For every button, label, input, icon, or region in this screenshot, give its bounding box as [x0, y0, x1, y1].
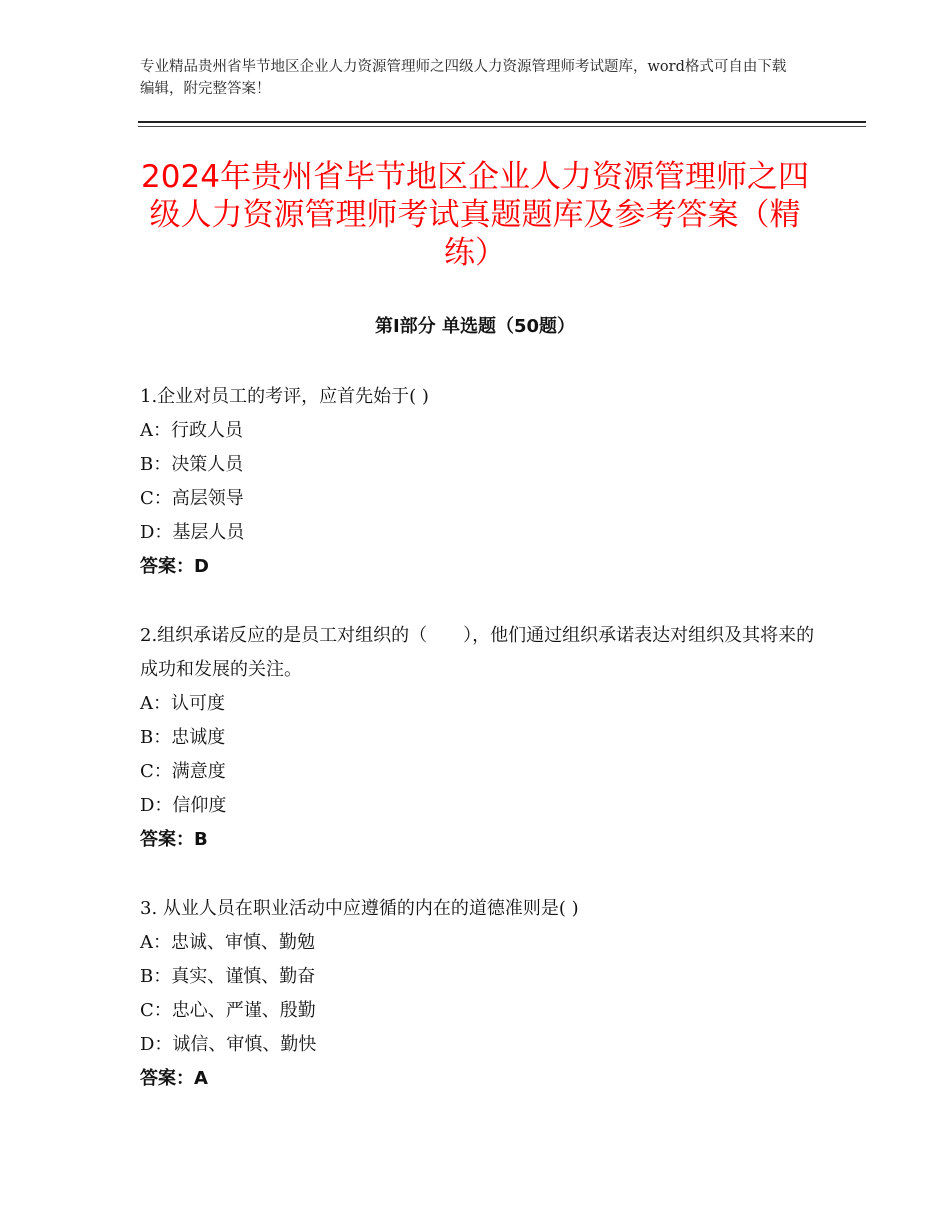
question-stem: 1.企业对员工的考评，应首先始于( )	[140, 386, 429, 407]
option-d: D：基层人员	[140, 522, 245, 543]
option-b: B：真实、谨慎、勤奋	[140, 966, 316, 987]
question-1	[140, 380, 820, 584]
question-3	[140, 892, 820, 1096]
option-a: A：忠诚、审慎、勤勉	[140, 932, 315, 953]
option-c: C：高层领导	[140, 488, 244, 509]
option-d: D：诚信、审慎、勤快	[140, 1034, 317, 1055]
document-title: 2024年贵州省毕节地区企业人力资源管理师之四级人力资源管理师考试真题题库及参考答案（精练）	[141, 159, 809, 271]
option-a: A：行政人员	[140, 420, 243, 441]
answer-line: 答案：A	[140, 1068, 208, 1089]
answer-line: 答案：D	[140, 556, 209, 577]
question-2	[140, 619, 820, 857]
header-note: 专业精品贵州省毕节地区企业人力资源管理师之四级人力资源管理师考试题库，word格式可自由下载编辑，附完整答案！	[140, 59, 787, 97]
option-c: C：满意度	[140, 761, 226, 782]
question-stem: 3. 从业人员在职业活动中应遵循的内在的道德准则是( )	[140, 898, 579, 919]
option-b: B：决策人员	[140, 454, 244, 475]
question-stem: 2.组织承诺反应的是员工对组织的（ ），他们通过组织承诺表达对组织及其将来的成功和发展的关注。	[140, 625, 815, 680]
option-d: D：信仰度	[140, 795, 227, 816]
answer-line: 答案：B	[140, 829, 208, 850]
option-a: A：认可度	[140, 693, 225, 714]
section-title: 第Ⅰ部分 单选题（50题）	[374, 316, 575, 337]
header-rule-thick	[138, 121, 866, 123]
option-c: C：忠心、严谨、殷勤	[140, 1000, 316, 1021]
option-b: B：忠诚度	[140, 727, 226, 748]
header-rule-thin	[138, 126, 866, 127]
